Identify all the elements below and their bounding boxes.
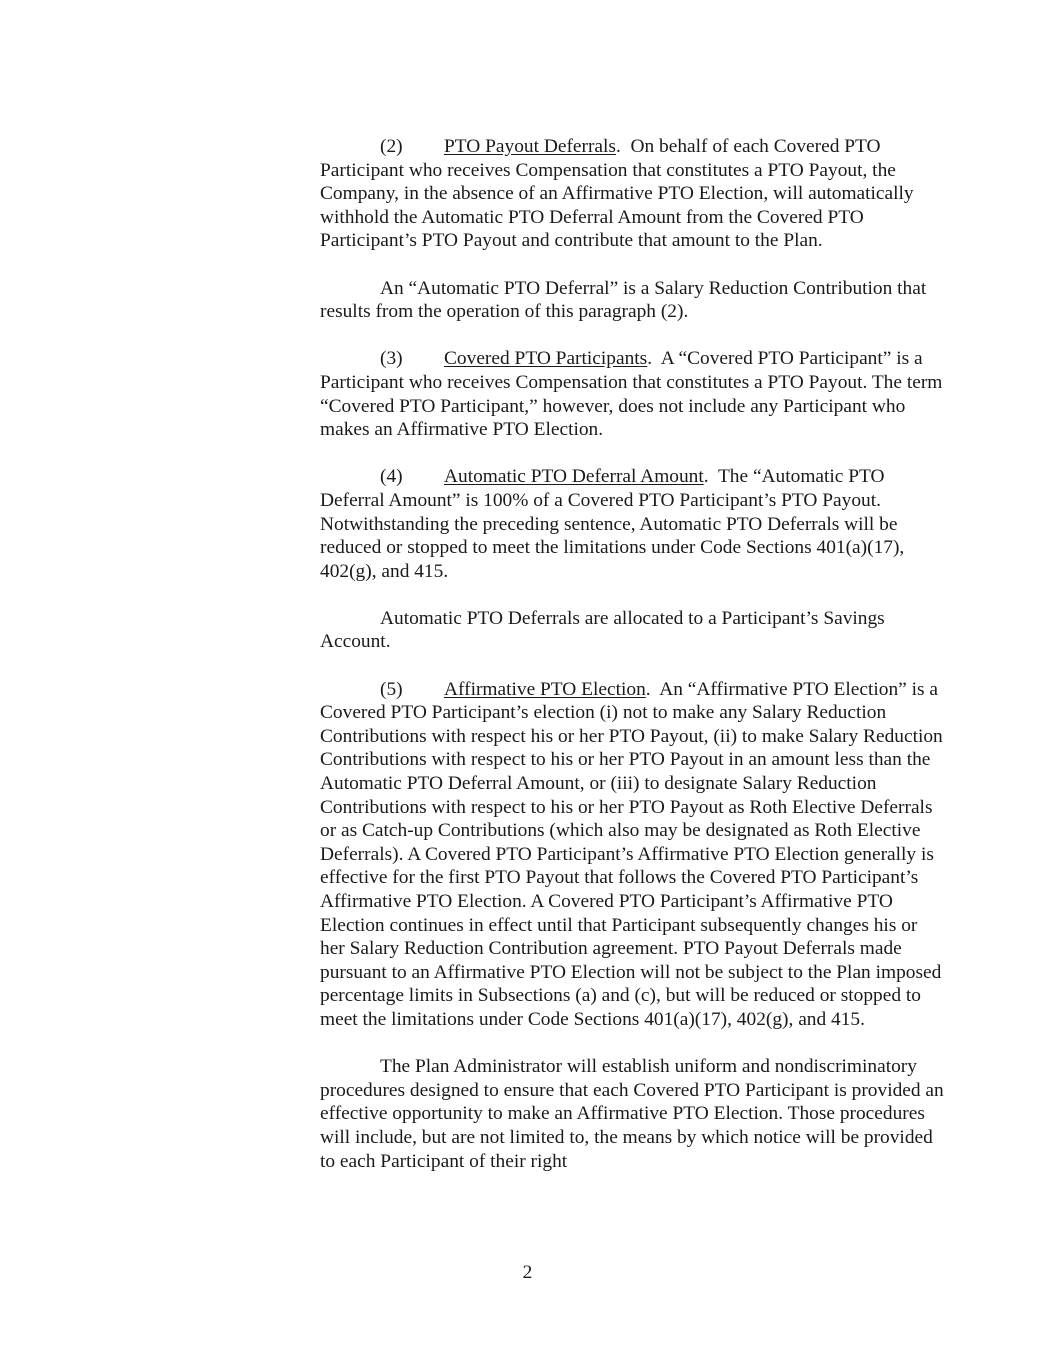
paragraph-3-text: A “Covered PTO Participant” is a Participant who receives Compensation that constitutes a PTO Payout. The term “Covered PTO Participant,” however, does not include any Participant who makes an Affirmative PTO Election. [320, 348, 943, 441]
paragraph-5-number: (5) [380, 678, 403, 700]
paragraph-4-text: The “Automatic PTO Deferral Amount” is 100% of a Covered PTO Participant’s PTO Payout. Notwithstanding the preceding sentence, Automatic PTO Deferrals will be reduced or stopped to meet the limitations under Code Sections 401(a)(17), 402(g), and 415. [320, 466, 905, 582]
paragraph-2-continuation [320, 277, 945, 324]
paragraph-4-number: (4) [380, 466, 403, 488]
page-number: 2 [522, 1262, 533, 1283]
paragraph-5-text: An “Affirmative PTO Election” is a Covered PTO Participant’s election (i) not to make any Salary Reduction Contributions with respect his or her PTO Payout, (ii) to make Salary Reduction Contributions with respect to his or her PTO Payout in an amount less than the Automatic PTO Deferral Amount, or (iii) to designate Salary Reduction Contributions with respect to his or her PTO Payout as Roth Elective Deferrals or as Catch-up Contributions (which also may be designated as Roth Elective Deferrals). A Covered PTO Participant’s Affirmative PTO Election generally is effective for the first PTO Payout that follows the Covered PTO Participant’s Affirmative PTO Election. A Covered PTO Participant’s Affirmative PTO Election continues in effect until that Participant subsequently changes his or her Salary Reduction Contribution agreement. PTO Payout Deferrals made pursuant to an Affirmative PTO Election will not be subject to the Plan imposed percentage limits in Subsections (a) and (c), but will be reduced or stopped to meet the limitations under Code Sections 401(a)(17), 402(g), and 415. [320, 678, 943, 1030]
paragraph-2-number: (2) [380, 136, 403, 157]
document-body [320, 135, 945, 1197]
paragraph-3-heading: Covered PTO Participants [444, 348, 648, 370]
paragraph-2-text: On behalf of each Covered PTO Participant who receives Compensation that constitutes a PTO Payout, the Company, in the absence of an Affirmative PTO Election, will automatically withhold the Automatic PTO Deferral Amount from the Covered PTO Participant’s PTO Payout and contribute that amount to the Plan. [320, 136, 914, 252]
paragraph-5: (5) Affirmative PTO Election. An “Affirmative PTO Election” is a Covered PTO Participant’s election (i) not to make any Salary Reduction Contributions with respect his or her PTO Payout, (ii) to make Salary Reduction Contributions with respect to his or her PTO Payout in an amount less than the Automatic PTO Deferral Amount, or (iii) to designate Salary Reduction Contributions with respect to his or her PTO Payout as Roth Elective Deferrals or as Catch-up Contributions (which also may be designated as Roth Elective Deferrals). A Covered PTO Participant’s Affirmative PTO Election generally is effective for the first PTO Payout that follows the Covered PTO Participant’s Affirmative PTO Election. A Covered PTO Participant’s Affirmative PTO Election continues in effect until that Participant subsequently changes his or her Salary Reduction Contribution agreement. PTO Payout Deferrals made pursuant to an Affirmative PTO Election will not be subject to the Plan imposed percentage limits in Subsections (a) and (c), but will be reduced or stopped to meet the limitations under Code Sections 401(a)(17), 402(g), and 415. [320, 678, 943, 1030]
paragraph-5-continuation-text: The Plan Administrator will establish uniform and nondiscriminatory procedures designed to ensure that each Covered PTO Participant is provided an effective opportunity to make an Affirmative PTO Election. Those procedures will include, but are not limited to, the means by which notice will be provided to each Participant of their right [320, 1056, 944, 1172]
paragraph-2: (2) PTO Payout Deferrals. On behalf of each Covered PTO Participant who receives Compensation that constitutes a PTO Payout, the Company, in the absence of an Affirmative PTO Election, will automatically withhold the Automatic PTO Deferral Amount from the Covered PTO Participant’s PTO Payout and contribute that amount to the Plan. [320, 136, 914, 252]
paragraph-3: (3) Covered PTO Participants. A “Covered PTO Participant” is a Participant who receives Compensation that constitutes a PTO Payout. The term “Covered PTO Participant,” however, does not include any Participant who makes an Affirmative PTO Election. [320, 348, 943, 441]
paragraph-4-heading: Automatic PTO Deferral Amount [444, 466, 704, 488]
paragraph-4-continuation [320, 607, 945, 654]
paragraph-5-continuation [320, 1055, 945, 1173]
paragraph-2-continuation-text: An “Automatic PTO Deferral” is a Salary Reduction Contribution that results from the operation of this paragraph (2). [320, 277, 927, 323]
paragraph-3-number: (3) [380, 348, 403, 370]
paragraph-2-heading: PTO Payout Deferrals [444, 136, 616, 157]
paragraph-4-continuation-text: Automatic PTO Deferrals are allocated to a Participant’s Savings Account. [320, 607, 885, 653]
paragraph-5-heading: Affirmative PTO Election [444, 678, 646, 700]
paragraph-4: (4) Automatic PTO Deferral Amount. The “Automatic PTO Deferral Amount” is 100% of a Covered PTO Participant’s PTO Payout. Notwithstanding the preceding sentence, Automatic PTO Deferrals will be reduced or stopped to meet the limitations under Code Sections 401(a)(17), 402(g), and 415. [320, 466, 905, 582]
